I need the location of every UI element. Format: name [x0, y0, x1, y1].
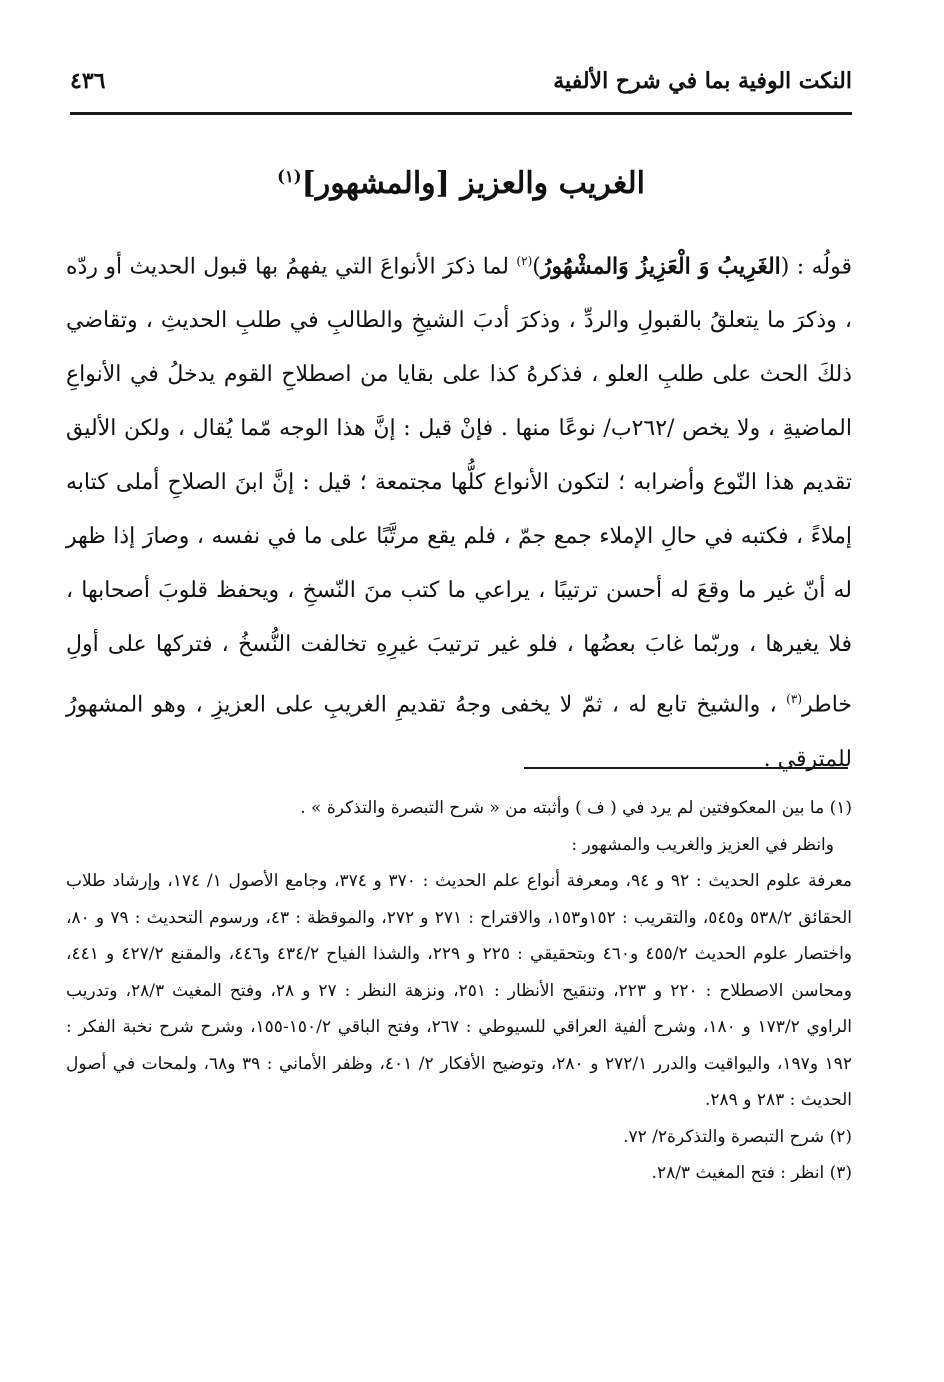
chapter-title-text: الغريب والعزيز [والمشهور] — [301, 166, 645, 201]
body-text-1: لما ذكرَ الأنواعَ التي يفهمُ بها قبول الحديث أو ردّه ، وذكرَ ما يتعلقُ بالقبولِ والردِّ ، وذكرَ أدبَ الشيخِ والطالبِ في طلبِ الحديثِ ، وتقاضي ذلكَ الحث على طلبِ العلو ، فذكرهُ كذا على بقايا من اصطلاحِ القوم يدخلُ في الأنواعِ الماضيةِ ، ولا يخص /٢٦٢ب/ نوعًا منها . فإنْ قيل : إنَّ هذا الوجه مّما يُقال ، ولكن الأليق تقديم هذا النّوع وأضرابه ؛ لتكون الأنواع كلُّها مجتمعة ؛ قيل : إنَّ ابنَ الصلاحِ أملى كتابه إملاءً ، فكتبه في حالِ الإملاء جمع جمّ ، فلم يقع مرتَّبًا على ما في نفسه ، وصارَ إذا ظهر له أنّ غير ما وقعَ له أحسن ترتيبًا ، يراعي ما كتب منَ النّسخِ ، ويحفظ قلوبَ أصحابها ، فلا يغيرها ، وربّما غابَ بعضُها ، فلو غير ترتيبَ غيرِهِ تخالفت النُّسخُ ، فتركها على أولِ خاطر — [66, 254, 852, 718]
footnote-2: (٢) شرح التبصرة والتذكرة٢/ ٧٢. — [623, 1126, 852, 1147]
quoted-close: ) — [532, 254, 541, 280]
footnote-marker-2: (٢) — [516, 254, 533, 268]
body-paragraph — [66, 234, 852, 787]
footnotes — [66, 790, 852, 1192]
quoted-term: الغَرِيبُ وَ الْعَزِيزُ وَالمشْهُورُ — [540, 253, 781, 280]
page-header — [70, 62, 852, 115]
footnote-1-references: معرفة علوم الحديث : ٩٢ و ٩٤، ومعرفة أنواع علم الحديث : ٣٧٠ و ٣٧٤، وجامع الأصول ١/ ١٧٤، وإرشاد طلاب الحقائق ٥٣٨/٢ و٥٤٥، والتقريب : ١٥٢و١٥٣، والاقتراح : ٢٧١ و ٢٧٢، والموقظة : ٤٣، ورسوم التحديث : ٧٩ و ٨٠، واختصار علوم الحديث ٤٥٥/٢ و٤٦٠ وبتحقيقي : ٢٢٥ و ٢٢٩، والشذا الفياح ٤٣٤/٢ و٤٤٦، والمقنع ٤٢٧/٢ و ٤٤١، ومحاسن الاصطلاح : ٢٢٠ و ٢٢٣، وتنقيح الأنظار : ٢٥١، ونزهة النظر : ٢٧ و ٢٨، وفتح المغيث ٢٨/٣، وتدريب الراوي ١٧٣/٢ و ١٨٠، وشرح ألفية العراقي للسيوطي : ٢٦٧، وفتح الباقي ١٥٠/٢-١٥٥، وشرح شرح نخبة الفكر : ١٩٢ و١٩٧، واليواقيت والدرر ٢٧٢/١ و ٢٨٠، وتوضيح الأفكار ٢/ ٤٠١، وظفر الأماني : ٣٩ و٦٨، ولمحات في أصول الحديث : ٢٨٣ و ٢٨٩. — [66, 871, 853, 1110]
footnote-3: (٣) انظر : فتح المغيث ٢٨/٣. — [651, 1163, 852, 1183]
page-number: ٤٣٦ — [70, 68, 106, 94]
footnote-marker-1: (١) — [277, 167, 302, 186]
body-text-2: ، والشيخ تابع له ، ثمّ لا يخفى وجهُ تقديمِ الغريبِ على العزيزِ ، وهو المشهورُ للمترقي . — [66, 692, 852, 772]
body-lead: قولُه : ( — [780, 254, 852, 280]
footnote-marker-3: (٣) — [786, 692, 803, 707]
running-title: النكت الوفية بما في شرح الألفية — [553, 68, 852, 94]
paragraph — [66, 234, 852, 787]
footnote-1-subheading: وانظر في العزيز والغريب والمشهور : — [571, 834, 834, 855]
chapter-title — [70, 166, 852, 201]
footnote-divider — [524, 767, 848, 769]
footnote-1: (١) ما بين المعكوفتين لم يرد في ( ف ) وأثبته من « شرح التبصرة والتذكرة » . — [300, 798, 852, 818]
